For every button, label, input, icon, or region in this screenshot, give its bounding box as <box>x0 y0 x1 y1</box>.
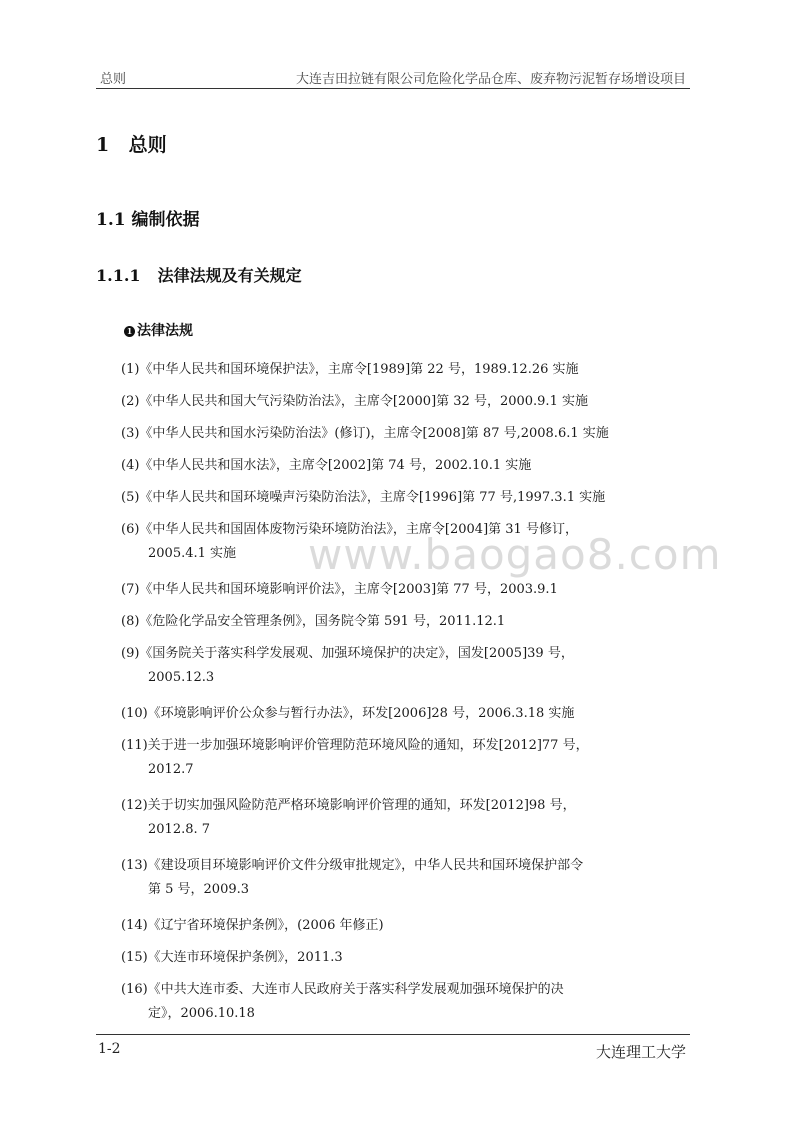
chapter-title: 总则 <box>128 134 167 156</box>
law-item <box>121 734 691 794</box>
subsection-title: 法律法规及有关规定 <box>157 266 302 285</box>
header-section-label: 总则 <box>100 72 127 87</box>
law-item-text: (7)《中华人民共和国环境影响评价法》，主席令[2003]第 77 号，2003.9.1 <box>121 582 558 597</box>
law-item <box>121 702 691 734</box>
law-item-continuation: 2005.4.1 实施 <box>148 546 237 561</box>
law-item <box>121 486 691 518</box>
law-item-continuation: 第 5 号，2009.3 <box>148 882 250 897</box>
page-number: 1-2 <box>98 1041 121 1057</box>
law-item-text: (3)《中华人民共和国水污染防治法》(修订)，主席令[2008]第 87 号,2008.6.1 实施 <box>121 426 609 441</box>
numbered-bullet-icon: 1 <box>124 326 135 337</box>
law-item <box>121 794 691 854</box>
law-item-text: (13)《建设项目环境影响评价文件分级审批规定》，中华人民共和国环境保护部令 <box>121 858 584 873</box>
law-item-text: (10)《环境影响评价公众参与暂行办法》，环发[2006]28 号，2006.3.18 实施 <box>121 706 575 721</box>
law-item <box>121 358 691 390</box>
law-item <box>121 914 691 946</box>
law-item-text: (9)《国务院关于落实科学发展观、加强环境保护的决定》，国发[2005]39 号， <box>121 646 574 661</box>
laws-list <box>121 358 691 1038</box>
law-item-continuation: 2005.12.3 <box>148 670 215 685</box>
chapter-heading <box>96 130 167 157</box>
law-item-continuation: 2012.7 <box>148 762 194 777</box>
law-item-text: (6)《中华人民共和国固体废物污染环境防治法》，主席令[2004]第 31 号修订， <box>121 522 578 537</box>
page-header <box>96 66 690 89</box>
law-item-text: (16)《中共大连市委、大连市人民政府关于落实科学发展观加强环境保护的决 <box>121 982 564 997</box>
subsection-heading <box>96 263 302 286</box>
law-item-text: (12)关于切实加强风险防范严格环境影响评价管理的通知，环发[2012]98 号， <box>121 798 576 813</box>
law-item-text: (11)关于进一步加强环境影响评价管理防范环境风险的通知，环发[2012]77 号， <box>121 738 589 753</box>
law-item-text: (2)《中华人民共和国大气污染防治法》，主席令[2000]第 32 号，2000.9.1 实施 <box>121 394 588 409</box>
law-item <box>121 422 691 454</box>
law-item-text: (5)《中华人民共和国环境噪声污染防治法》，主席令[1996]第 77 号,1997.3.1 实施 <box>121 490 606 505</box>
law-item <box>121 642 691 702</box>
watermark: www.baogao8.com <box>308 530 722 579</box>
law-item <box>121 390 691 422</box>
subsection-number: 1.1.1 <box>96 266 141 285</box>
laws-subheading <box>124 320 193 340</box>
law-item <box>121 454 691 486</box>
footer-institution: 大连理工大学 <box>595 1043 686 1061</box>
law-item-text: (1)《中华人民共和国环境保护法》，主席令[1989]第 22 号，1989.12.26 实施 <box>121 362 579 377</box>
law-item-text: (4)《中华人民共和国水法》，主席令[2002]第 74 号，2002.10.1 实施 <box>121 458 532 473</box>
law-item-text: (15)《大连市环境保护条例》，2011.3 <box>121 950 343 965</box>
law-item-continuation: 2012.8. 7 <box>148 822 211 837</box>
law-item-text: (14)《辽宁省环境保护条例》，(2006 年修正) <box>121 918 384 933</box>
header-project-title: 大连吉田拉链有限公司危险化学品仓库、废弃物污泥暂存场增设项目 <box>295 72 686 87</box>
law-item <box>121 578 691 610</box>
law-item <box>121 978 691 1038</box>
section-heading: 1.1 编制依据 <box>96 210 200 230</box>
law-item-continuation: 定》，2006.10.18 <box>148 1006 255 1021</box>
law-item <box>121 946 691 978</box>
page-footer <box>96 1034 690 1061</box>
law-item-text: (8)《危险化学品安全管理条例》，国务院令第 591 号，2011.12.1 <box>121 614 506 629</box>
law-item <box>121 854 691 914</box>
laws-subheading-title: 法律法规 <box>137 323 193 339</box>
chapter-number: 1 <box>96 134 110 156</box>
law-item <box>121 610 691 642</box>
